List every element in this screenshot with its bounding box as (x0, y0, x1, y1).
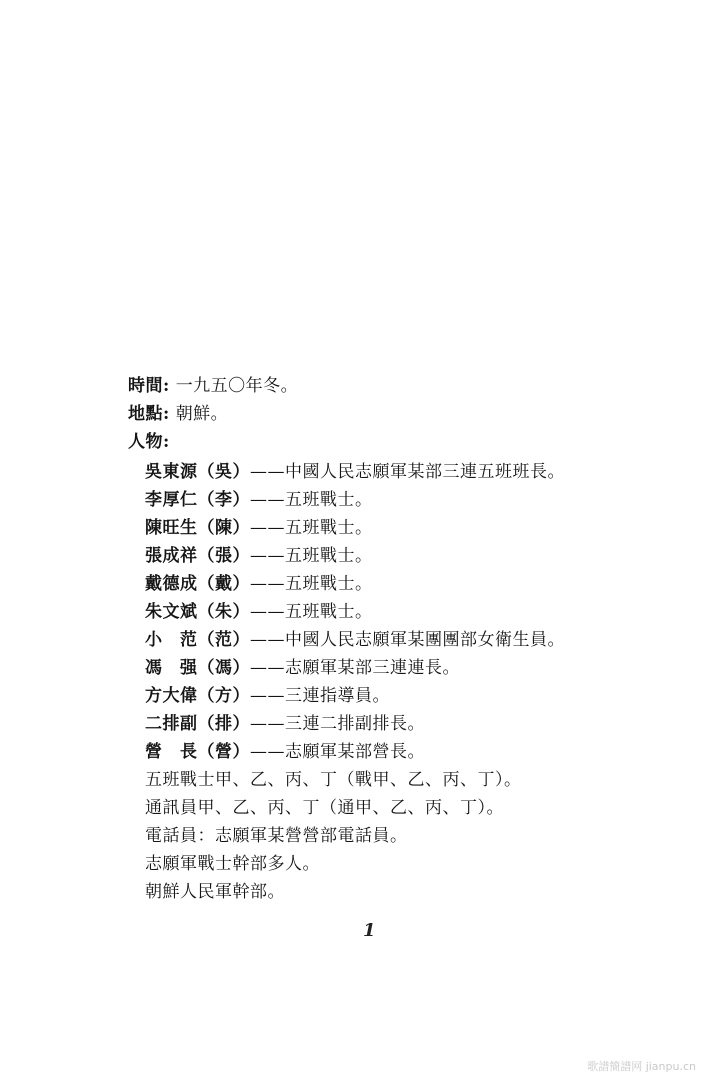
place-value: 朝鮮。 (175, 404, 229, 424)
watermark: 歌譜簡譜网 jianpu.cn (587, 1060, 696, 1073)
cast-role: ——五班戰士。 (250, 574, 373, 594)
cast-entry (145, 573, 373, 595)
extra-text: 電話員：志願軍某營營部電話員。 (145, 826, 408, 846)
characters-line (128, 431, 170, 453)
extra-entry (145, 825, 408, 847)
extra-text: 志願軍戰士幹部多人。 (145, 854, 320, 874)
characters-label: 人物: (128, 432, 170, 452)
cast-name: 陳旺生（陳） (145, 518, 250, 538)
cast-entry (145, 461, 565, 483)
cast-entry (145, 517, 373, 539)
extra-text: 五班戰士甲、乙、丙、丁（戰甲、乙、丙、丁）。 (145, 770, 522, 790)
page-number: 1 (363, 920, 376, 941)
cast-entry (145, 713, 425, 735)
time-label: 時間: (128, 376, 170, 396)
cast-role: ——五班戰士。 (250, 490, 373, 510)
time-line (128, 375, 298, 397)
cast-role: ——志願軍某部三連連長。 (250, 658, 460, 678)
cast-role: ——三連二排副排長。 (250, 714, 425, 734)
cast-name: 李厚仁（李） (145, 490, 250, 510)
cast-role: ——三連指導員。 (250, 686, 390, 706)
cast-name: 小 范（范） (145, 630, 250, 650)
extra-entry (145, 881, 285, 903)
cast-entry (145, 601, 373, 623)
cast-name: 戴德成（戴） (145, 574, 250, 594)
extra-entry (145, 769, 522, 791)
cast-name: 方大偉（方） (145, 686, 250, 706)
cast-name: 吳東源（吳） (145, 462, 250, 482)
cast-name: 營 長（營） (145, 742, 250, 762)
place-label: 地點: (128, 404, 170, 424)
extra-text: 朝鮮人民軍幹部。 (145, 882, 285, 902)
cast-role: ——中國人民志願軍某團團部女衛生員。 (250, 630, 565, 650)
cast-entry (145, 685, 390, 707)
cast-role: ——中國人民志願軍某部三連五班班長。 (250, 462, 565, 482)
extra-text: 通訊員甲、乙、丙、丁（通甲、乙、丙、丁）。 (145, 798, 504, 818)
cast-entry (145, 489, 373, 511)
cast-name: 馮 强（馮） (145, 658, 250, 678)
cast-entry (145, 741, 425, 763)
cast-entry (145, 629, 565, 651)
time-value: 一九五〇年冬。 (175, 376, 299, 396)
cast-role: ——五班戰士。 (250, 602, 373, 622)
cast-name: 張成祥（張） (145, 546, 250, 566)
extra-entry (145, 797, 504, 819)
cast-role: ——五班戰士。 (250, 546, 373, 566)
place-line (128, 403, 228, 425)
cast-entry (145, 657, 460, 679)
cast-entry (145, 545, 373, 567)
cast-role: ——志願軍某部營長。 (250, 742, 425, 762)
cast-name: 二排副（排） (145, 714, 250, 734)
cast-role: ——五班戰士。 (250, 518, 373, 538)
cast-name: 朱文斌（朱） (145, 602, 250, 622)
extra-entry (145, 853, 320, 875)
